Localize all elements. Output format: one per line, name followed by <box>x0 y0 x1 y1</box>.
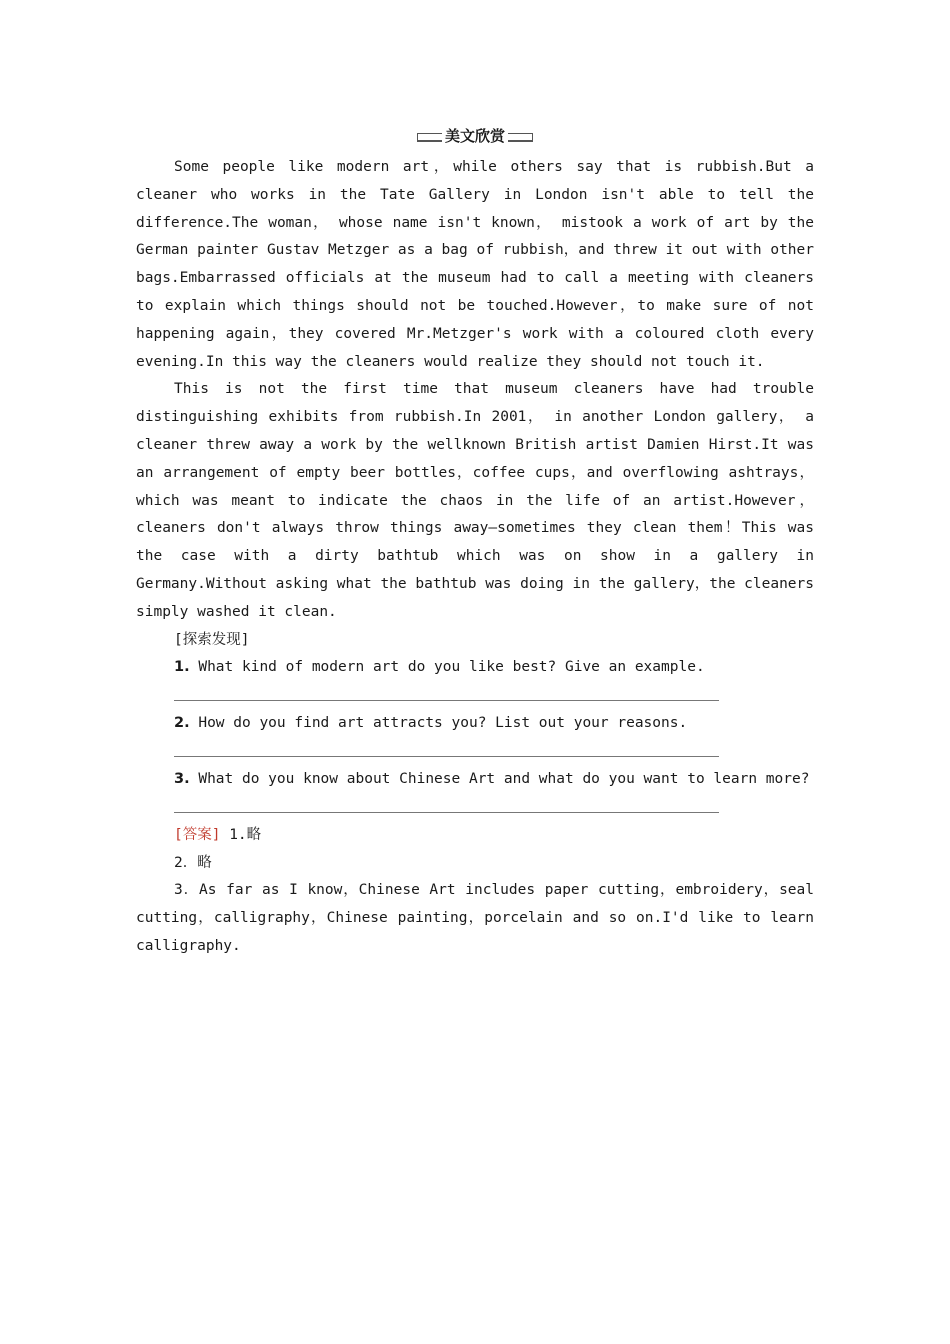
answer-3: 3．As far as I know，Chinese Art includes paper cutting，embroidery，seal cutting，calligraphy，Chinese painting，porcelain and so on.I'd like to learn calligraphy. <box>136 882 814 954</box>
section-title-text: 美文欣赏 <box>444 127 505 145</box>
paragraph-2: This is not the first time that museum cleaners have had trouble distinguishing exhibits from rubbish.In 2001， in another London gallery， a cleaner threw away a work by the wellknown British artist Damien Hirst.It was an arrangement of empty beer bottles，coffee cups，and overflowing ashtrays，which was meant to indicate the chaos in the life of an artist.However，cleaners don't always throw things away—sometimes they clean them！This was the case with a dirty bathtub which was on show in a gallery in Germany.Without asking what the bathtub was doing in the gallery，the cleaners simply washed it clean. <box>136 381 814 620</box>
answer-1-text: 1.略 <box>229 826 262 843</box>
title-decoration-left <box>417 133 442 142</box>
question-text: What kind of modern art do you like best? Give an example. <box>198 659 705 676</box>
question-number: 1. <box>174 659 190 676</box>
question-1 <box>136 654 814 682</box>
question-text: How do you find art attracts you? List out your reasons. <box>198 715 688 732</box>
section-title <box>417 124 533 148</box>
explore-label: [探索发现] <box>174 631 250 648</box>
question-number: 2. <box>174 715 190 732</box>
section-title-wrap <box>136 124 814 154</box>
answer-blank-2[interactable] <box>174 738 719 757</box>
answer-blank-1[interactable] <box>174 682 719 701</box>
question-text: What do you know about Chinese Art and what do you want to learn more? <box>198 770 810 787</box>
answer-1 <box>136 822 814 850</box>
paragraph-1: Some people like modern art，while others say that is rubbish.But a cleaner who works in the Tate Gallery in London isn't able to tell the difference.The woman， whose name isn't known， mistook a work of art by the German painter Gustav Metzger as a bag of rubbish，and threw it out with other bags.Embarrassed officials at the museum had to call a meeting with cleaners to explain which things should not be touched.However，to make sure of not happening again，they covered Mr.Metzger's work with a coloured cloth every evening.In this way the cleaners would realize they should not touch it. <box>136 159 814 370</box>
answer-blank-3[interactable] <box>174 794 719 813</box>
title-decoration-right <box>508 133 533 142</box>
answer-2: 2．略 <box>174 854 212 871</box>
question-3 <box>136 766 814 794</box>
question-2 <box>136 710 814 738</box>
document-page <box>136 124 814 961</box>
question-number: 3. <box>174 770 190 787</box>
answer-label: [答案] <box>174 826 221 843</box>
